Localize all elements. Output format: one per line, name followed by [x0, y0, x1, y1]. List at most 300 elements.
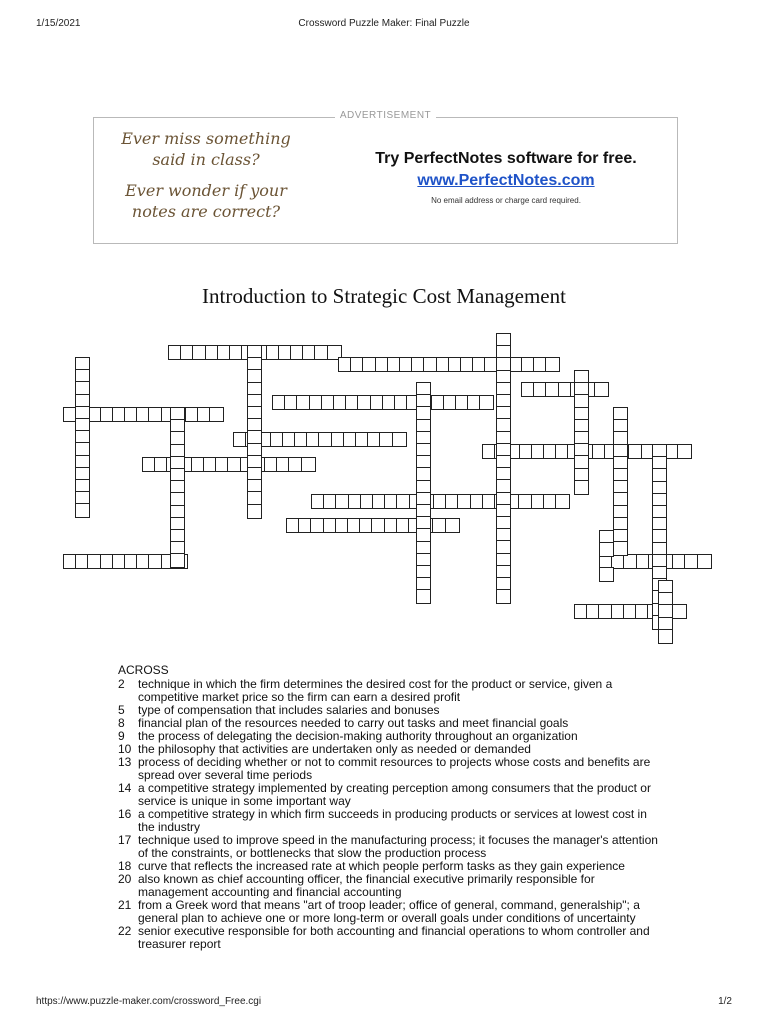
grid-cell [455, 395, 470, 410]
grid-cell [382, 395, 397, 410]
grid-cell [148, 554, 163, 569]
grid-cell [509, 357, 524, 372]
grid-cell [574, 394, 589, 409]
grid-cell [496, 394, 511, 409]
grid-cell [170, 492, 185, 507]
grid-cell [613, 407, 628, 422]
grid-cell [613, 456, 628, 471]
ad-question-2: Ever wonder if your notes are correct? [125, 181, 287, 221]
across-clues [118, 664, 658, 951]
grid-cell [168, 345, 183, 360]
grid-cell [697, 554, 712, 569]
grid-cell [205, 345, 220, 360]
grid-cell [399, 357, 414, 372]
grid-cell [148, 407, 163, 422]
advertisement-banner[interactable] [93, 110, 678, 244]
grid-cell [570, 382, 585, 397]
clue-number: 14 [118, 781, 132, 795]
grid-cell [331, 432, 346, 447]
grid-cell [672, 554, 687, 569]
grid-cell [496, 516, 511, 531]
grid-cell [343, 432, 358, 447]
grid-cell [185, 407, 200, 422]
grid-cell [420, 518, 435, 533]
grid-cell [611, 604, 626, 619]
grid-cell [345, 395, 360, 410]
grid-cell [558, 382, 573, 397]
grid-cell [652, 578, 667, 593]
grid-cell [580, 444, 595, 459]
grid-cell [75, 455, 90, 470]
grid-cell [384, 494, 399, 509]
grid-cell [545, 357, 560, 372]
grid-cell [652, 517, 667, 532]
grid-cell [658, 629, 673, 644]
grid-cell [173, 407, 188, 422]
clue-text: the process of delegating the decision-making authority throughout an organization [138, 729, 578, 743]
clue-number: 17 [118, 833, 132, 847]
grid-cell [652, 456, 667, 471]
grid-cell [100, 554, 115, 569]
grid-cell [247, 382, 262, 397]
grid-cell [432, 518, 447, 533]
clue-text: a competitive strategy in which firm succeeds in producing products or services at lowest cost in the industry [138, 807, 647, 834]
grid-cell [247, 345, 262, 360]
grid-cell [217, 345, 232, 360]
grid-cell [75, 430, 90, 445]
grid-cell [628, 444, 643, 459]
grid-cell [416, 406, 431, 421]
grid-cell [592, 444, 607, 459]
grid-cell [647, 604, 662, 619]
grid-cell [416, 516, 431, 531]
grid-cell [233, 432, 248, 447]
grid-cell [75, 503, 90, 518]
grid-cell [124, 407, 139, 422]
grid-cell [521, 382, 536, 397]
ad-question-1: Ever miss something said in class? [121, 129, 291, 169]
grid-cell [436, 357, 451, 372]
grid-cell [247, 491, 262, 506]
grid-cell [613, 419, 628, 434]
clue-text: financial plan of the resources needed to carry out tasks and meet financial goals [138, 716, 569, 730]
grid-cell [496, 553, 511, 568]
grid-cell [323, 518, 338, 533]
grid-cell [416, 419, 431, 434]
grid-cell [416, 443, 431, 458]
grid-cell [599, 554, 614, 569]
grid-cell [574, 382, 589, 397]
grid-cell [416, 504, 431, 519]
grid-cell [318, 432, 333, 447]
grid-cell [460, 357, 475, 372]
grid-cell [406, 395, 421, 410]
grid-cell [75, 491, 90, 506]
grid-cell [298, 518, 313, 533]
clue-item [118, 925, 658, 951]
grid-cell [302, 345, 317, 360]
grid-cell [286, 518, 301, 533]
grid-cell [448, 357, 463, 372]
grid-cell [497, 357, 512, 372]
grid-cell [416, 577, 431, 592]
grid-cell [496, 577, 511, 592]
grid-cell [371, 518, 386, 533]
grid-cell [496, 467, 511, 482]
grid-cell [521, 357, 536, 372]
clue-item [118, 678, 658, 704]
grid-cell [574, 419, 589, 434]
grid-cell [136, 407, 151, 422]
grid-cell [531, 494, 546, 509]
grid-cell [496, 357, 511, 372]
grid-cell [247, 430, 262, 445]
clue-text: process of deciding whether or not to commit resources to projects whose costs and benefits are spread over several time periods [138, 755, 651, 782]
grid-cell [75, 479, 90, 494]
clue-item [118, 834, 658, 860]
grid-cell [396, 518, 411, 533]
grid-cell [482, 444, 497, 459]
grid-cell [288, 457, 303, 472]
grid-cell [533, 382, 548, 397]
grid-cell [543, 494, 558, 509]
grid-cell [594, 382, 609, 397]
grid-cell [518, 494, 533, 509]
grid-cell [652, 493, 667, 508]
grid-cell [310, 518, 325, 533]
grid-cell [301, 457, 316, 472]
grid-cell [613, 505, 628, 520]
grid-cell [613, 468, 628, 483]
ad-handwritten-text [106, 128, 306, 232]
grid-cell [586, 604, 601, 619]
grid-cell [519, 444, 534, 459]
grid-cell [241, 345, 256, 360]
grid-cell [665, 444, 680, 459]
grid-cell [166, 457, 181, 472]
print-header-title: Crossword Puzzle Maker: Final Puzzle [298, 18, 470, 29]
grid-cell [276, 457, 291, 472]
grid-cell [613, 480, 628, 495]
grid-cell [359, 518, 374, 533]
grid-cell [506, 444, 521, 459]
grid-cell [652, 603, 667, 618]
grid-cell [309, 395, 324, 410]
clue-item [118, 899, 658, 925]
grid-cell [75, 394, 90, 409]
grid-cell [416, 528, 431, 543]
clue-item [118, 782, 658, 808]
grid-cell [574, 370, 589, 385]
grid-cell [416, 382, 431, 397]
clue-text: senior executive responsible for both accounting and financial operations to whom controller and treasurer report [138, 924, 650, 951]
grid-cell [611, 554, 626, 569]
clue-text: from a Greek word that means "art of troop leader; office of general, command, generalship"; a general plan to achieve one or more long-term or overall goals under conditions of uncertainty [138, 898, 640, 925]
grid-cell [170, 480, 185, 495]
ad-note: No email address or charge card required. [431, 196, 581, 205]
grid-cell [598, 604, 613, 619]
grid-cell [457, 494, 472, 509]
grid-cell [672, 604, 687, 619]
clue-number: 8 [118, 716, 125, 730]
grid-cell [154, 457, 169, 472]
grid-cell [677, 444, 692, 459]
grid-cell [416, 589, 431, 604]
grid-cell [652, 481, 667, 496]
grid-cell [294, 432, 309, 447]
grid-cell [247, 369, 262, 384]
grid-cell [496, 382, 511, 397]
grid-cell [658, 592, 673, 607]
grid-cell [323, 494, 338, 509]
grid-cell [479, 395, 494, 410]
grid-cell [75, 467, 90, 482]
grid-cell [416, 394, 431, 409]
grid-cell [335, 518, 350, 533]
grid-cell [496, 406, 511, 421]
grid-cell [282, 432, 297, 447]
grid-cell [408, 518, 423, 533]
clue-number: 20 [118, 872, 132, 886]
grid-cell [574, 480, 589, 495]
grid-cell [392, 432, 407, 447]
grid-cell [443, 395, 458, 410]
grid-cell [247, 504, 262, 519]
grid-cell [247, 443, 262, 458]
grid-cell [416, 541, 431, 556]
grid-cell [613, 492, 628, 507]
grid-cell [555, 444, 570, 459]
grid-cell [87, 554, 102, 569]
grid-cell [179, 457, 194, 472]
grid-cell [272, 395, 287, 410]
grid-cell [574, 468, 589, 483]
grid-cell [636, 554, 651, 569]
grid-cell [87, 407, 102, 422]
grid-cell [533, 357, 548, 372]
grid-cell [327, 345, 342, 360]
grid-cell [574, 455, 589, 470]
grid-cell [112, 407, 127, 422]
grid-cell [543, 444, 558, 459]
grid-cell [652, 444, 667, 459]
clue-number: 2 [118, 677, 125, 691]
puzzle-title: Introduction to Strategic Cost Management [202, 284, 566, 308]
grid-cell [416, 480, 431, 495]
grid-cell [75, 554, 90, 569]
grid-cell [347, 518, 362, 533]
grid-cell [75, 357, 90, 372]
grid-cell [496, 431, 511, 446]
grid-cell [170, 529, 185, 544]
grid-cell [396, 494, 411, 509]
grid-cell [652, 542, 667, 557]
ad-headline: Try PerfectNotes software for free. [375, 150, 637, 167]
grid-cell [192, 345, 207, 360]
grid-cell [567, 444, 582, 459]
grid-cell [170, 505, 185, 520]
grid-cell [161, 554, 176, 569]
grid-cell [472, 357, 487, 372]
grid-cell [574, 604, 589, 619]
grid-cell [445, 494, 460, 509]
grid-cell [333, 395, 348, 410]
grid-cell [75, 407, 90, 422]
grid-cell [362, 357, 377, 372]
print-page-number: 1/2 [718, 996, 732, 1007]
grid-cell [197, 407, 212, 422]
clue-text: also known as chief accounting officer, the financial executive primarily responsible for management accounting and financial accounting [138, 872, 595, 899]
grid-cell [170, 517, 185, 532]
grid-cell [496, 345, 511, 360]
grid-cell [660, 554, 675, 569]
grid-cell [648, 554, 663, 569]
grid-cell [599, 530, 614, 545]
grid-cell [247, 455, 262, 470]
grid-cell [616, 444, 631, 459]
grid-cell [375, 357, 390, 372]
grid-cell [170, 431, 185, 446]
grid-cell [170, 444, 185, 459]
grid-cell [409, 494, 424, 509]
grid-cell [257, 432, 272, 447]
ad-link[interactable]: www.PerfectNotes.com [417, 172, 595, 189]
grid-cell [496, 418, 511, 433]
grid-cell [494, 494, 509, 509]
grid-cell [252, 457, 267, 472]
grid-cell [367, 432, 382, 447]
grid-cell [496, 479, 511, 494]
grid-cell [247, 406, 262, 421]
grid-cell [296, 395, 311, 410]
grid-cell [423, 357, 438, 372]
grid-cell [684, 554, 699, 569]
grid-cell [613, 444, 628, 459]
grid-cell [136, 554, 151, 569]
grid-cell [170, 419, 185, 434]
grid-cell [173, 554, 188, 569]
grid-cell [418, 395, 433, 410]
grid-cell [496, 540, 511, 555]
grid-cell [264, 457, 279, 472]
clue-text: technique used to improve speed in the manufacturing process; it focuses the manager's attention of the constraints, or bottlenecks that slow the production process [138, 833, 658, 860]
grid-cell [658, 580, 673, 595]
grid-cell [124, 554, 139, 569]
grid-cell [63, 407, 78, 422]
grid-cell [63, 554, 78, 569]
grid-cell [170, 553, 185, 568]
grid-cell [142, 457, 157, 472]
clue-number: 5 [118, 703, 125, 717]
grid-cell [112, 554, 127, 569]
grid-cell [613, 431, 628, 446]
grid-cell [203, 457, 218, 472]
grid-cell [574, 443, 589, 458]
grid-cell [496, 370, 511, 385]
grid-cell [278, 345, 293, 360]
grid-cell [350, 357, 365, 372]
grid-cell [387, 357, 402, 372]
clue-number: 16 [118, 807, 132, 821]
grid-cell [338, 357, 353, 372]
grid-cell [227, 457, 242, 472]
grid-cell [270, 432, 285, 447]
clue-text: curve that reflects the increased rate at which people perform tasks as they gain experience [138, 859, 625, 873]
grid-cell [253, 345, 268, 360]
grid-cell [574, 431, 589, 446]
grid-cell [379, 432, 394, 447]
grid-cell [321, 395, 336, 410]
grid-cell [247, 394, 262, 409]
grid-cell [582, 382, 597, 397]
grid-cell [496, 492, 511, 507]
clue-text: the philosophy that activities are undertaken only as needed or demanded [138, 742, 531, 756]
grid-cell [311, 494, 326, 509]
grid-cell [247, 467, 262, 482]
grid-cell [372, 494, 387, 509]
grid-cell [623, 554, 638, 569]
grid-cell [348, 494, 363, 509]
grid-cell [635, 604, 650, 619]
grid-cell [496, 455, 511, 470]
grid-cell [545, 382, 560, 397]
grid-cell [613, 541, 628, 556]
grid-cell [613, 517, 628, 532]
grid-cell [416, 455, 431, 470]
grid-cell [496, 504, 511, 519]
grid-cell [506, 494, 521, 509]
grid-cell [314, 345, 329, 360]
grid-cell [658, 604, 673, 619]
grid-cell [431, 395, 446, 410]
grid-cell [652, 554, 667, 569]
clue-number: 21 [118, 898, 132, 912]
grid-cell [652, 505, 667, 520]
grid-cell [496, 589, 511, 604]
clue-number: 18 [118, 859, 132, 873]
grid-cell [411, 357, 426, 372]
grid-cell [245, 432, 260, 447]
grid-cell [170, 468, 185, 483]
grid-cell [384, 518, 399, 533]
grid-cell [209, 407, 224, 422]
grid-cell [652, 615, 667, 630]
grid-cell [416, 431, 431, 446]
grid-cell [360, 494, 375, 509]
clue-text: a competitive strategy implemented by creating perception among consumers that the product or service is unique in some important way [138, 781, 651, 808]
grid-cell [496, 565, 511, 580]
grid-cell [247, 479, 262, 494]
grid-cell [357, 395, 372, 410]
grid-cell [659, 604, 674, 619]
grid-cell [652, 566, 667, 581]
grid-cell [658, 617, 673, 632]
grid-cell [496, 333, 511, 348]
grid-cell [496, 443, 511, 458]
grid-cell [467, 395, 482, 410]
grid-cell [496, 528, 511, 543]
grid-cell [653, 444, 668, 459]
grid-cell [652, 529, 667, 544]
grid-cell [416, 467, 431, 482]
grid-cell [180, 345, 195, 360]
grid-cell [75, 418, 90, 433]
grid-cell [445, 518, 460, 533]
clue-item [118, 873, 658, 899]
grid-cell [416, 565, 431, 580]
grid-cell [215, 457, 230, 472]
grid-cell [370, 395, 385, 410]
